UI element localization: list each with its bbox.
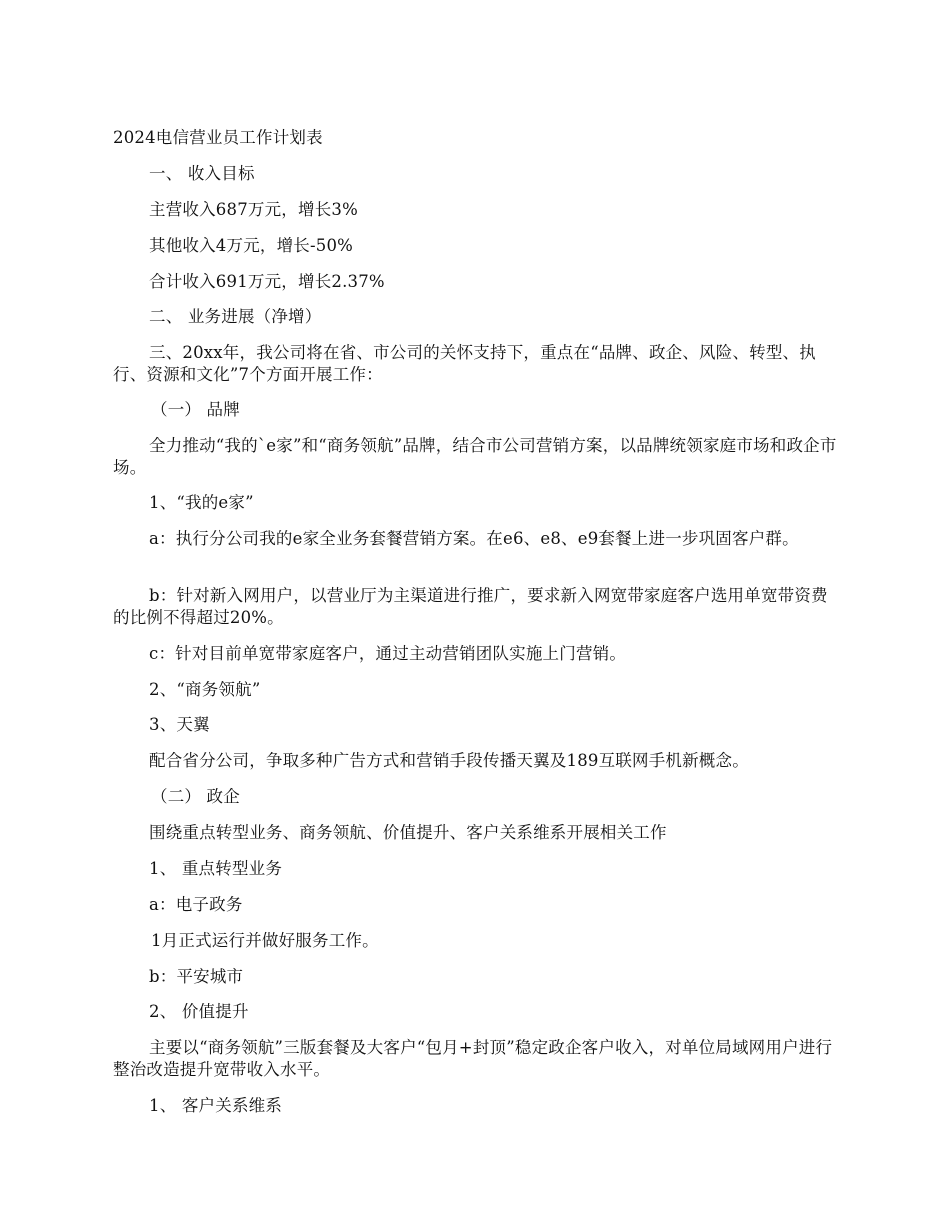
item-heading-value-improvement: 2、 价值提升: [149, 1002, 249, 1021]
paragraph-january-operation: 1月正式运行并做好服务工作。: [151, 931, 379, 950]
paragraph-e-home-package: a：执行分公司我的e家全业务套餐营销方案。在e6、e8、e9套餐上进一步巩固客户群。: [149, 529, 799, 548]
subsection-heading-government-enterprise: （二） 政企: [151, 787, 240, 806]
paragraph-brand-strategy: 全力推动“我的`e家”和“商务领航”品牌，结合市公司营销方案，以品牌统领家庭市场和政企市场。: [113, 436, 837, 477]
paragraph-seven-aspects: 三、20xx年，我公司将在省、市公司的关怀支持下，重点在“品牌、政企、风险、转型、执行、资源和文化”7个方面开展工作：: [113, 343, 816, 384]
paragraph-single-broadband: c：针对目前单宽带家庭客户，通过主动营销团队实施上门营销。: [149, 644, 627, 663]
paragraph-other-income: 其他收入4万元，增长-50%: [149, 236, 354, 255]
item-safe-city: b：平安城市: [149, 967, 244, 986]
item-heading-my-e-home: 1、“我的e家”: [149, 493, 254, 512]
document-title: 2024电信营业员工作计划表: [113, 128, 323, 147]
paragraph-tianyi-promotion: 配合省分公司，争取多种广告方式和营销手段传播天翼及189互联网手机新概念。: [149, 751, 749, 770]
paragraph-government-work: 围绕重点转型业务、商务领航、价值提升、客户关系维系开展相关工作: [149, 823, 667, 842]
item-heading-business-navigator: 2、“商务领航”: [149, 680, 261, 699]
item-e-government: a：电子政务: [149, 895, 243, 914]
subsection-heading-brand: （一） 品牌: [151, 400, 240, 419]
paragraph-main-income: 主营收入687万元，增长3%: [149, 200, 358, 219]
section-heading-income-target: 一、 收入目标: [149, 164, 255, 183]
paragraph-value-improvement: 主要以“商务领航”三版套餐及大客户“包月+封顶”稳定政企客户收入，对单位局域网用户进行整治改造提升宽带收入水平。: [113, 1038, 833, 1079]
section-heading-business-progress: 二、 业务进展（净增）: [149, 307, 322, 326]
item-heading-customer-relationship: 1、 客户关系维系: [149, 1096, 283, 1115]
item-heading-tianyi: 3、天翼: [149, 715, 210, 734]
item-heading-key-transformation: 1、 重点转型业务: [149, 859, 283, 878]
paragraph-total-income: 合计收入691万元，增长2.37%: [149, 272, 385, 291]
paragraph-new-users: b：针对新入网用户，以营业厅为主渠道进行推广，要求新入网宽带家庭客户选用单宽带资费的比例不得超过20%。: [113, 586, 828, 627]
